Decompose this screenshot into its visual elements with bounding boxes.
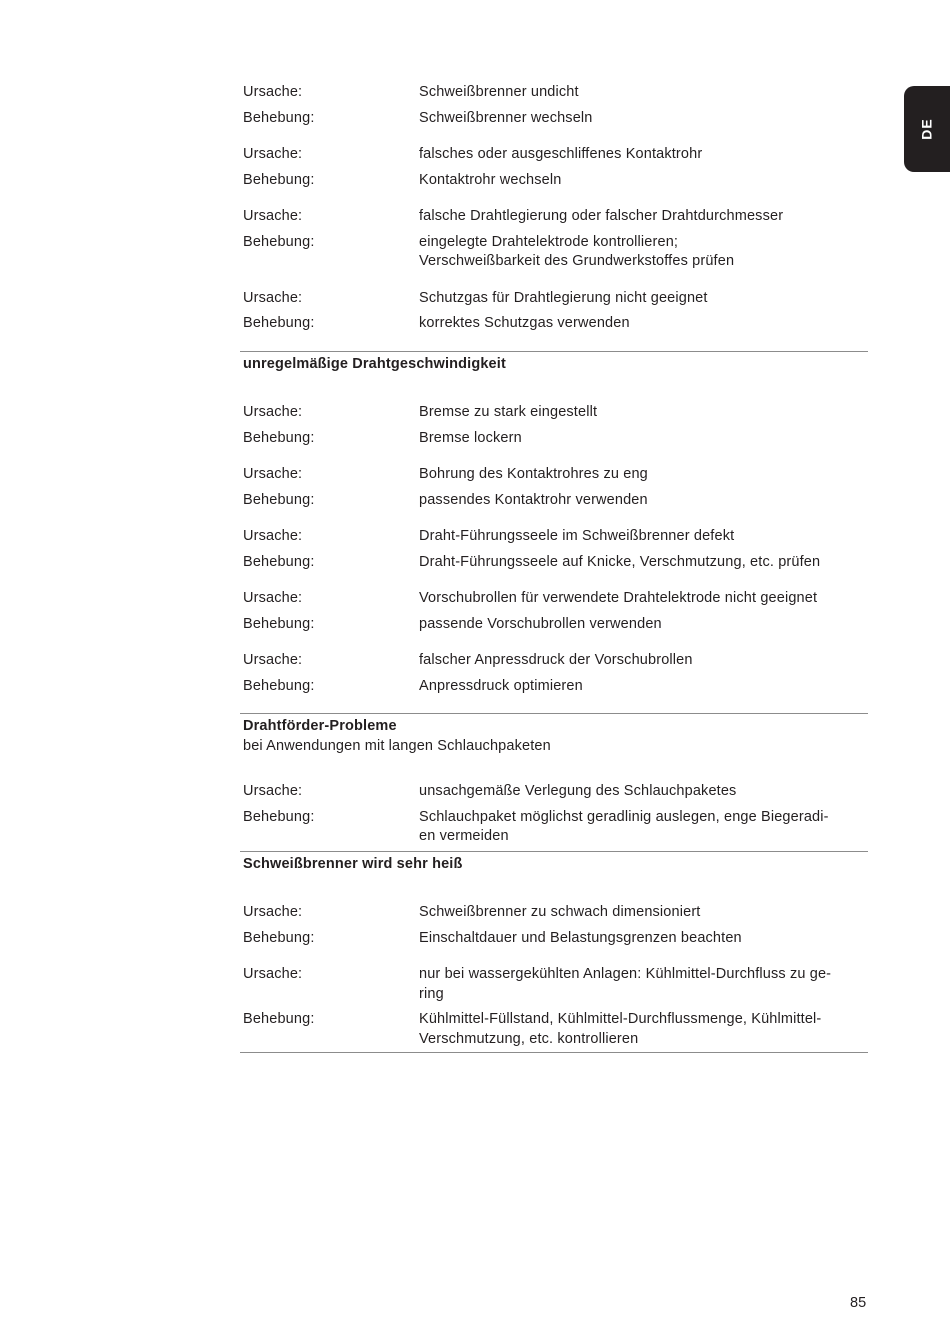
cause-label: Ursache: [243,289,303,306]
fix-label: Behebung: [243,491,315,508]
cause-text: Schweißbrenner zu schwach dimensioniert [419,904,701,920]
fix-label: Behebung: [243,929,315,946]
fix-text: Bremse lockern [419,429,522,446]
cause-row [240,83,868,103]
fix-text: Einschaltdauer und Belastungsgrenzen beachten [419,929,742,946]
section-title: Drahtförder-Probleme [243,718,397,734]
fix-row [240,553,868,573]
fix-label: Behebung: [243,1011,315,1027]
cause-fix-pair [240,207,868,272]
language-tab-label: DE [918,118,935,140]
troubleshooting-content [240,83,868,1053]
cause-label: Ursache: [243,590,303,606]
fix-label: Behebung: [243,171,315,188]
section-torch-overheating [240,851,868,875]
cause-row [240,651,868,671]
fix-row [240,677,868,697]
fix-row [240,171,868,191]
cause-label: Ursache: [243,528,303,544]
cause-label: Ursache: [243,208,303,224]
fix-row [240,1010,868,1049]
section-subtitle: bei Anwendungen mit langen Schlauchpaketen [243,737,551,754]
fix-label: Behebung: [243,233,315,250]
cause-fix-pair [240,589,868,634]
page-number: 85 [850,1295,867,1311]
section-title: unregelmäßige Drahtgeschwindigkeit [243,355,506,372]
cause-label: Ursache: [243,652,303,668]
cause-text: Draht-Führungsseele im Schweißbrenner defekt [419,528,735,544]
cause-row [240,465,868,485]
cause-row [240,589,868,609]
cause-row [240,207,868,227]
cause-label: Ursache: [243,466,303,482]
fix-text: korrektes Schutzgas verwenden [419,315,630,331]
fix-text: Anpressdruck optimieren [419,677,583,694]
fix-text: Kontaktrohr wechseln [419,171,562,188]
cause-text: falsches oder ausgeschliffenes Kontaktrohr [419,146,703,162]
fix-row [240,233,868,272]
cause-text: nur bei wassergekühlten Anlagen: Kühlmittel-Durchfluss zu ge- ring [419,966,832,1002]
fix-text: Schlauchpaket möglichst geradlinig auslegen, enge Biegeradi- en vermeiden [419,808,829,844]
cause-fix-pair [240,903,868,948]
cause-fix-group [240,403,868,696]
cause-row [240,289,868,309]
cause-text: Vorschubrollen für verwendete Drahtelektrode nicht geeignet [419,590,818,606]
cause-text: falsche Drahtlegierung oder falscher Drahtdurchmesser [419,208,784,224]
fix-row [240,109,868,129]
cause-row [240,782,868,802]
cause-fix-pair [240,965,868,1049]
fix-label: Behebung: [243,553,315,570]
cause-fix-pair [240,403,868,448]
fix-label: Behebung: [243,677,315,694]
fix-text: Draht-Führungsseele auf Knicke, Verschmutzung, etc. prüfen [419,553,821,570]
cause-text: falscher Anpressdruck der Vorschubrollen [419,652,693,668]
fix-row [240,929,868,949]
cause-row [240,965,868,1004]
cause-row [240,527,868,547]
fix-label: Behebung: [243,109,315,126]
fix-text: passende Vorschubrollen verwenden [419,615,662,632]
fix-row [240,808,868,847]
cause-label: Ursache: [243,904,303,920]
cause-fix-pair [240,83,868,128]
fix-text: passendes Kontaktrohr verwenden [419,491,648,508]
cause-fix-group [240,903,868,1049]
cause-text: unsachgemäße Verlegung des Schlauchpaketes [419,783,737,799]
cause-label: Ursache: [243,783,303,799]
cause-text: Schutzgas für Drahtlegierung nicht geeignet [419,289,708,306]
cause-label: Ursache: [243,146,303,162]
cause-fix-group [240,83,868,334]
fix-row [240,429,868,449]
language-tab [904,86,950,172]
cause-fix-pair [240,289,868,334]
cause-fix-pair [240,527,868,572]
fix-text: eingelegte Drahtelektrode kontrollieren; Verschweißbarkeit des Grundwerkstoffes prüfen [419,233,735,269]
fix-label: Behebung: [243,315,315,331]
fix-label: Behebung: [243,429,315,446]
fix-label: Behebung: [243,615,315,632]
cause-fix-pair [240,651,868,696]
section-divider [240,1052,868,1053]
cause-label: Ursache: [243,404,303,420]
cause-fix-group [240,782,868,847]
fix-label: Behebung: [243,808,315,825]
cause-row [240,903,868,923]
fix-text: Kühlmittel-Füllstand, Kühlmittel-Durchflussmenge, Kühlmittel- Verschmutzung, etc. kontrollieren [419,1011,822,1047]
cause-fix-pair [240,782,868,847]
section-irregular-wire-speed [240,351,868,375]
fix-row [240,615,868,635]
cause-text: Bohrung des Kontaktrohres zu eng [419,466,648,482]
cause-row [240,403,868,423]
fix-text: Schweißbrenner wechseln [419,109,593,126]
cause-label: Ursache: [243,966,303,982]
section-title: Schweißbrenner wird sehr heiß [243,855,463,872]
cause-fix-pair [240,145,868,190]
cause-row [240,145,868,165]
cause-fix-pair [240,465,868,510]
cause-label: Ursache: [243,84,303,100]
fix-row [240,314,868,334]
fix-row [240,491,868,511]
section-wire-feed-problems [240,713,868,756]
cause-text: Bremse zu stark eingestellt [419,404,598,420]
cause-text: Schweißbrenner undicht [419,84,579,100]
